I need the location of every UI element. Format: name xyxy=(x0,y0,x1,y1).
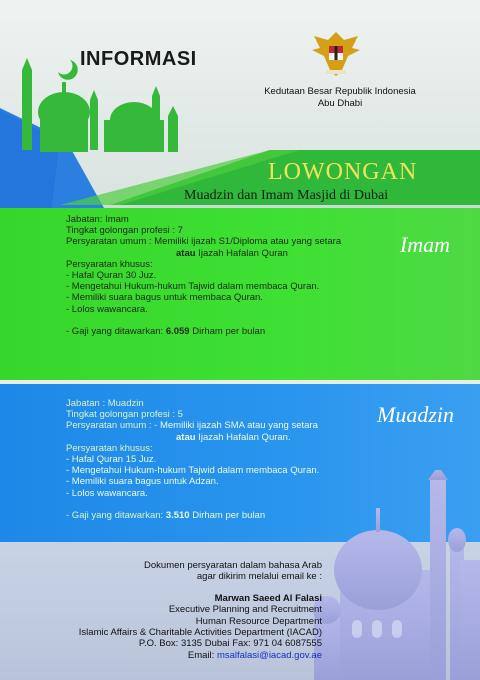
imam-gaji: - Gaji yang ditawarkan: 6.059 Dirham per bulan xyxy=(66,325,266,337)
muadzin-umum: Persyaratan umum : - Memiliki ijazah SMA atau yang setara xyxy=(66,420,318,432)
muadzin-gaji: - Gaji yang ditawarkan: 3.510 Dirham per bulan xyxy=(66,509,266,521)
list-item: - Hafal Quran 15 Juz. xyxy=(66,454,157,466)
contact-email: Email: msalfalasi@iacad.gov.ae xyxy=(187,649,322,661)
mosque-silhouette-right-icon xyxy=(300,470,480,680)
muadzin-jabatan: Jabatan : Muadzin xyxy=(66,398,144,409)
list-item: - Hafal Quran 30 Juz. xyxy=(66,270,157,282)
list-item: - Lolos wawancara. xyxy=(66,303,148,315)
muadzin-tingkat: Tingkat golongan profesi : 5 xyxy=(66,409,183,421)
contact-name: Marwan Saeed Al Falasi xyxy=(214,592,322,604)
list-item: - Memiliki suara bagus untuk membaca Quran. xyxy=(66,292,263,304)
imam-umum: Persyaratan umum : Memiliki ijazah S1/Diploma atau yang setara xyxy=(66,236,342,248)
mosque-silhouette-left-icon xyxy=(22,58,178,152)
imam-tingkat: Tingkat golongan profesi : 7 xyxy=(66,225,183,237)
embassy-name: Kedutaan Besar Republik Indonesia Abu Dhabi xyxy=(264,86,416,109)
footer-contact: Dokumen persyaratan dalam bahasa Arab agar dikirim melalui email ke : Marwan Saeed Al Falasi Executive Planning and Recruitment Human Resource Department Islamic Affairs & Charitable Activities Department (IACAD) P.O. Box: 3135 Dubai Fax: 971 04 6087555 Email: msalfalasi@iacad.gov.ae xyxy=(0,560,322,661)
spacer xyxy=(66,315,426,326)
imam-section xyxy=(0,208,480,380)
imam-jabatan: Jabatan: Imam xyxy=(66,214,129,225)
muadzin-umum-alt: atau Ijazah Hafalan Quran. xyxy=(176,431,291,443)
imam-umum-alt: atau Ijazah Hafalan Quran xyxy=(176,247,288,259)
poster-header xyxy=(0,0,480,205)
subheadline: Muadzin dan Imam Masjid di Dubai xyxy=(184,188,389,203)
list-item: - Memiliki suara bagus untuk Adzan. xyxy=(66,476,219,488)
muadzin-script-label: Muadzin xyxy=(377,402,454,427)
spacer xyxy=(0,583,322,593)
list-item: - Mengetahui Hukum-hukum Tajwid dalam membaca Quran. xyxy=(66,281,320,293)
imam-khusus-label: Persyaratan khusus: xyxy=(66,258,153,270)
imam-details xyxy=(66,214,426,337)
headline: LOWONGAN xyxy=(268,159,418,185)
list-item: - Mengetahui Hukum-hukum Tajwid dalam membaca Quran. xyxy=(66,465,320,477)
list-item: - Lolos wawancara. xyxy=(66,487,148,499)
email-link[interactable]: msalfalasi@iacad.gov.ae xyxy=(216,649,322,661)
page-title: INFORMASI xyxy=(80,48,197,70)
muadzin-khusus-label: Persyaratan khusus: xyxy=(66,442,153,454)
imam-script-label: Imam xyxy=(399,232,450,257)
garuda-emblem-icon xyxy=(308,26,364,80)
